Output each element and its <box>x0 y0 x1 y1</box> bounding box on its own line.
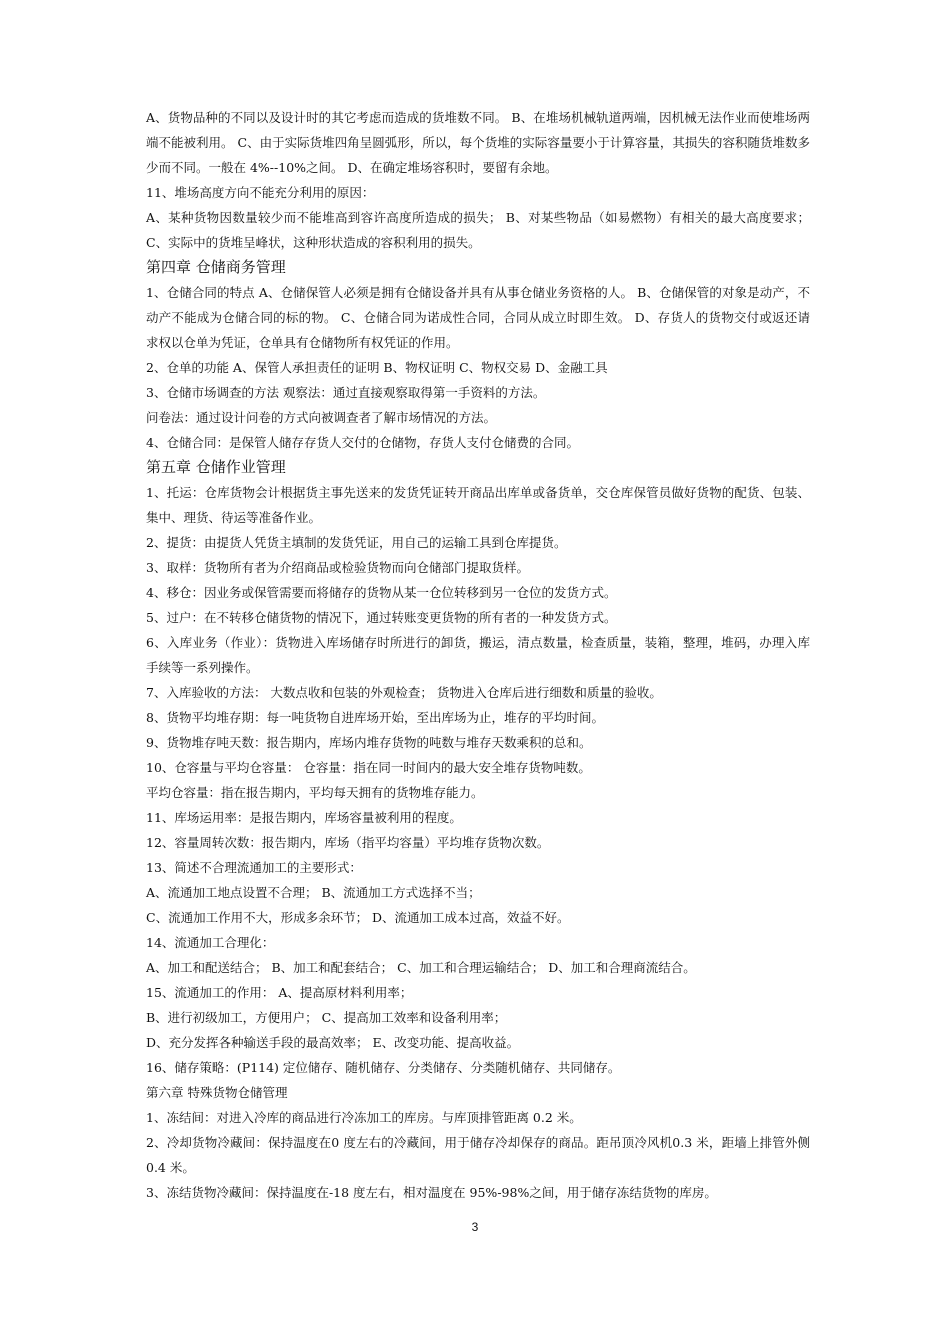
chapter-heading: 第五章 仓储作业管理 <box>146 458 286 476</box>
paragraph: 5、过户：在不转移仓储货物的情况下，通过转账变更货物的所有者的一种发货方式。 <box>146 610 617 625</box>
paragraph: 8、货物平均堆存期：每一吨货物自进库场开始，至出库场为止，堆存的平均时间。 <box>146 710 604 725</box>
paragraph: D、充分发挥各种输送手段的最高效率； E、改变功能、提高收益。 <box>146 1035 520 1050</box>
paragraph: A、某种货物因数量较少而不能堆高到容许高度所造成的损失； B、对某些物品（如易燃物）有相关的最大高度要求； C、实际中的货堆呈峰状，这种形状造成的容积利用的损失。 <box>146 210 810 250</box>
paragraph: 9、货物堆存吨天数：报告期内，库场内堆存货物的吨数与堆存天数乘积的总和。 <box>146 735 592 750</box>
paragraph: 13、简述不合理流通加工的主要形式： <box>146 860 362 875</box>
paragraph: 2、提货：由提货人凭货主填制的发货凭证，用自己的运输工具到仓库提货。 <box>146 535 567 550</box>
paragraph: 2、冷却货物冷藏间：保持温度在0 度左右的冷藏间，用于储存冷却保存的商品。距吊顶冷风机0.3 米，距墙上排管外侧 0.4 米。 <box>146 1135 810 1175</box>
paragraph: 6、入库业务（作业）：货物进入库场储存时所进行的卸货，搬运，清点数量，检查质量，装箱，整理，堆码，办理入库手续等一系列操作。 <box>146 635 810 675</box>
paragraph: 4、仓储合同：是保管人储存存货人交付的仓储物，存货人支付仓储费的合同。 <box>146 435 579 450</box>
paragraph: 12、容量周转次数：报告期内，库场（指平均容量）平均堆存货物次数。 <box>146 835 550 850</box>
paragraph: 7、入库验收的方法： 大数点收和包装的外观检查； 货物进入仓库后进行细数和质量的验收。 <box>146 685 662 700</box>
paragraph: 11、库场运用率：是报告期内，库场容量被利用的程度。 <box>146 810 462 825</box>
document-body <box>146 105 810 1205</box>
paragraph: A、流通加工地点设置不合理； B、流通加工方式选择不当； <box>146 885 481 900</box>
paragraph: A、货物品种的不同以及设计时的其它考虑而造成的货堆数不同。 B、在堆场机械轨道两端，因机械无法作业而使堆场两端不能被利用。 C、由于实际货堆四角呈圆弧形，所以，每个货堆的实际容量要小于计算容量，其损失的容积随货堆数多少而不同。一般在 4%--10%之间。 D、在确定堆场容积时，要留有余地。 <box>146 110 810 175</box>
paragraph: 1、冻结间：对进入冷库的商品进行冷冻加工的库房。与库顶排管距离 0.2 米。 <box>146 1110 582 1125</box>
paragraph: 16、储存策略：(P114) 定位储存、随机储存、分类储存、分类随机储存、共同储存。 <box>146 1060 621 1075</box>
paragraph: 3、仓储市场调查的方法 观察法：通过直接观察取得第一手资料的方法。 <box>146 385 546 400</box>
chapter-heading: 第六章 特殊货物仓储管理 <box>146 1085 288 1100</box>
paragraph: C、流通加工作用不大，形成多余环节； D、流通加工成本过高，效益不好。 <box>146 910 570 925</box>
paragraph: 2、仓单的功能 A、保管人承担责任的证明 B、物权证明 C、物权交易 D、金融工具 <box>146 360 608 375</box>
paragraph: 14、流通加工合理化： <box>146 935 275 950</box>
paragraph: 1、仓储合同的特点 A、仓储保管人必须是拥有仓储设备并具有从事仓储业务资格的人。 B、仓储保管的对象是动产，不动产不能成为仓储合同的标的物。 C、仓储合同为诺成性合同，合同从成立时即生效。 D、存货人的货物交付或返还请求权以仓单为凭证，仓单具有仓储物所有权凭证的作用。 <box>146 285 810 350</box>
paragraph: 10、仓容量与平均仓容量： 仓容量：指在同一时间内的最大安全堆存货物吨数。 <box>146 760 591 775</box>
paragraph: 3、取样：货物所有者为介绍商品或检验货物而向仓储部门提取货样。 <box>146 560 529 575</box>
paragraph: 15、流通加工的作用： A、提高原材料利用率； <box>146 985 413 1000</box>
paragraph: 问卷法：通过设计问卷的方式向被调查者了解市场情况的方法。 <box>146 410 497 425</box>
chapter-heading: 第四章 仓储商务管理 <box>146 258 286 276</box>
paragraph: A、加工和配送结合； B、加工和配套结合； C、加工和合理运输结合； D、加工和合理商流结合。 <box>146 960 696 975</box>
paragraph: 3、冻结货物冷藏间：保持温度在-18 度左右，相对温度在 95%-98%之间，用于储存冻结货物的库房。 <box>146 1185 717 1200</box>
paragraph: 4、移仓：因业务或保管需要而将储存的货物从某一仓位转移到另一仓位的发货方式。 <box>146 585 617 600</box>
page-number: 3 <box>471 1220 479 1234</box>
paragraph: B、进行初级加工，方便用户； C、提高加工效率和设备利用率； <box>146 1010 507 1025</box>
paragraph: 11、堆场高度方向不能充分利用的原因： <box>146 185 375 200</box>
paragraph: 平均仓容量：指在报告期内，平均每天拥有的货物堆存能力。 <box>146 785 484 800</box>
paragraph: 1、托运：仓库货物会计根据货主事先送来的发货凭证转开商品出库单或备货单，交仓库保管员做好货物的配货、包装、集中、理货、待运等准备作业。 <box>146 485 810 525</box>
